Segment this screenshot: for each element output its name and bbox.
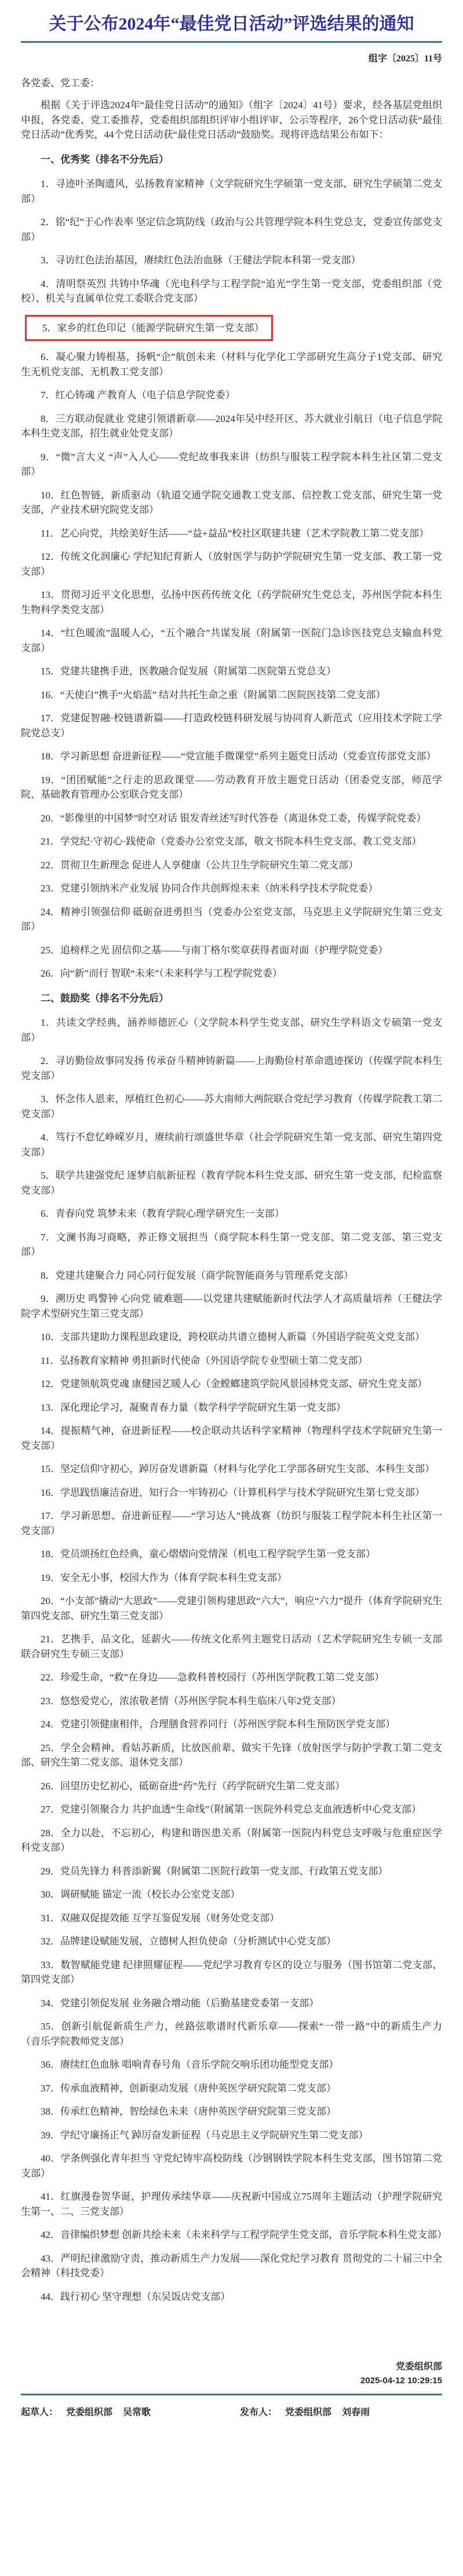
section-encouragement-award [21,991,447,2305]
award-item: 11．艺心向党，共绘美好生活——“益+益品”校社区联建共建（艺术学院教工第二党支部） [41,527,429,539]
award-item: 38．传承红色精神，智绘绿色未来（唐仲英医学研究院第三党支部） [41,2106,336,2117]
award-item: 23．党建引领纳米产业发展 协同合作共创辉煌未来（纳米科学技术学院党委） [41,883,378,894]
title-divider [21,41,442,43]
award-item: 21．学党纪·守初心·践使命（党委办公室党支部，敬文书院本科生党支部、教工党支部） [41,836,422,847]
award-item: 39．学纪守廉扬正气 踔厉奋发新征程（马克思主义学院研究生第二党支部） [41,2129,369,2141]
award-item: 26．回望历史忆初心，砥砺奋进“药”先行（药学院研究生第二党支部） [41,1780,345,1792]
award-item: 9．溯历史 鸣警钟 心向党 破难题——以党建共建赋能新时代法学人才高质量培养（王健法学院学术型研究生第三党支部） [21,1293,442,1319]
award-item: 2．铭“纪”于心作表率 坚定信念筑防线（政治与公共管理学院本科生党总支，党委宣传部党支部） [21,216,442,243]
award-item: 44．践行初心 坚守理想（东吴饭店党支部） [41,2291,231,2302]
award-item: 26．向“新”而行 智联“未来”（未来科学与工程学院党委） [41,968,282,979]
award-item: 14．提振精气神，奋进新征程——校企联动共话科学家精神（物理科学技术学院研究生第一党支部） [21,1425,442,1451]
award-item: 11．弘扬教育家精神 勇担新时代使命（外国语学院专业型硕士第二党支部） [41,1355,368,1366]
award-item: 10．支部共建助力课程思政建设，跨校联动共谱立德树人新篇（外国语学院英文党支部） [41,1331,425,1342]
publisher-name: 刘春雨 [342,2408,370,2417]
award-item: 17．党建促智融·校链谱新篇——打造政校链科研发展与协同育人新范式（应用技术学院工学院党总支） [21,713,442,739]
award-item: 13．贯彻习近平文化思想，弘扬中医药传统文化（药学院研究生党总支，苏州医学院本科生生物科学类党支部） [21,589,442,615]
award-item: 10．红色智链，新质驱动（轨道交通学院交通教工党支部、信控教工党支部、研究生第一党支部，产业技术研究院党支部） [21,489,442,515]
award-item: 5．联学共建强党纪 逐梦启航新征程（教育学院本科生党支部、研究生第一党支部，纪检监察党支部） [21,1170,442,1196]
award-item: 22．珍爱生命，“救”在身边——急救科普校园行（苏州医学院教工第二党支部） [41,1672,385,1683]
award-item: 24．精神引领强信仰 砥砺奋进勇担当（党委办公室党支部，马克思主义学院研究生第三党支部） [21,906,442,932]
drafter-info [21,2405,240,2418]
award-item: 23．悠悠爱党心，浓浓敬老情（苏州医学院本科生临床八年2党支部） [41,1695,341,1707]
award-item: 24．党建引领健康相伴，合理膳食营养同行（苏州医学院本科生预防医学党支部） [41,1719,395,1730]
intro-paragraph: 根据《关于评选2024年“最佳党日活动”的通知》（组字〔2024〕41号）要求，经各基层党组织申报，各党委、党工委推荐，党委组织部组织评审小组评审、公示等程序，26个党日活动获“最佳党日活动”优秀奖，44个党日活动获“最佳党日活动”鼓励奖。现将评选结果公布如下： [21,100,442,140]
excellent-award-list [21,177,442,981]
highlighted-item-box: 5．家乡的红色印记（能源学院研究生第一党支部） [25,315,273,342]
award-item: 19．安全无小事，校园大作为（体育学院本科生党支部） [41,1572,287,1583]
award-item: 3．寻访红色法治基因，赓续红色法治血脉（王健法学院本科第一党支部） [41,255,361,266]
award-item: 4．笃行不怠忆峥嵘岁月，赓续前行颂盛世华章（社会学院研究生第一党支部、研究生第四党支部） [21,1132,442,1158]
award-item: 20．“影像里的中国梦”时空对话 银发青丝述写时代答卷（离退休党工委，传媒学院党委） [41,812,426,824]
award-item: 15．党建共建携手进，医教融合促发展（附属第二医院第五党总支） [41,666,336,677]
issuing-department: 党委组织部 [395,2362,442,2372]
award-item: 16．学思践悟廉洁奋进，知行合一牢铸初心（计算机科学与技术学院研究生第七党支部） [41,1487,425,1498]
publisher-info [240,2405,370,2418]
credits-row [21,2405,442,2418]
award-item: 35．创新引航促新质生产力，丝路弦歌谱时代新乐章——探索“一带一路”中的新质生产力（音乐学院教师党支部） [21,2021,442,2047]
award-item: 27．党建引领聚合力 共护血透“生命线”（附属第一医院外科党总支血液透析中心党支部） [41,1804,421,1815]
award-item: 7．文澜书海习商略，养正修文展担当（商学院本科生第一党支部、第二党支部、第三党支部） [21,1231,442,1257]
award-item: 20．“小支部”撬动“大思政”——党建引领构建思政“六大”，响应“六力”提升（体育学院研究生第四党支部、研究生第三党支部） [21,1595,442,1621]
award-item: 25．追榜样之光 固信仰之基——与南丁格尔奖章获得者面对面（护理学院党委） [41,944,388,956]
salutation: 各党委、党工委： [21,78,100,89]
award-item: 21．艺携手，品文化，延薪火——传统文化系列主题党日活动（艺术学院研究生专硕一支部联合研究生专硕三支部） [21,1634,442,1660]
page-title: 关于公布2024年“最佳党日活动”评选结果的通知 [49,14,414,34]
document-footer [21,2359,442,2418]
award-item: 43．严明纪律激励守责，推动新质生产力发展——深化党纪学习教育 贯彻党的二十届三中全会精神（科技党委） [21,2252,442,2278]
award-item: 6．青春向党 筑梦未来（教育学院心理学研究生一支部） [41,1208,285,1219]
award-item: 8．党建共建聚合力 同心同行促发展（商学院智能商务与管理系党支部） [41,1269,353,1281]
award-item: 31．双融双促提效能 互学互鉴促发展（财务处党支部） [41,1912,280,1924]
award-item: 15．坚定信仰守初心，踔厉奋发谱新篇（材料与化学化工学部各研究生支部、本科生支部） [41,1463,435,1474]
award-item: 3．怀念伟人恩来，厚植红色初心——苏大南师大两院联合党纪学习教育（传媒学院教工第二党支部） [21,1093,442,1120]
footer-divider [21,2394,442,2395]
drafter-name: 吴常歌 [123,2408,151,2417]
award-item: 32．品牌建设赋能发展，立德树人担负使命（分析测试中心党支部） [41,1936,336,1947]
section-heading-encouragement: 二、鼓励奖（排名不分先后） [41,992,169,1004]
award-item: 17．学习新思想、奋进新征程——“学习达人”挑战赛（纺织与服装工程学院本科生社区第一党支部） [21,1510,442,1536]
award-item: 34．党建引领促发展 业务融合增动能（后勤基建党委第一支部） [41,1997,319,2009]
award-item: 42．音律编织梦想 创新共绘未来（未来科学与工程学院学生党支部，音乐学院本科生党支部） [41,2229,447,2240]
award-item: 14．“红色暖流”温暖人心，“五个融合”共谋发展（附属第一医院门急诊医技党总支输血科党支部） [21,628,442,654]
award-item: 1．寻迹叶圣陶遗风，弘扬教育家精神（文学院研究生学硕第一党支部、研究生学硕第二党支部） [21,178,442,204]
award-item: 25．学全会精神、看姑苏新质，比放医前辈、做实干先锋（放射医学与防护学教工第二党支部、研究生第二党支部、退休党支部） [21,1742,442,1768]
award-item: 29．党员先锋力 科普添新翼（附属第二医院行政第一党支部、行政第五党支部） [41,1865,388,1877]
award-item: 40．学条例强化青年担当 守党纪铸牢高校防线（沙钢钢铁学院本科生党支部，图书馆第二党支部） [21,2153,442,2179]
drafter-department: 党委组织部 [66,2408,113,2417]
award-item: 22．贯彻卫生新理念 促进人人享健康（公共卫生学院研究生第二党支部） [41,859,359,871]
award-item: 36．赓续红色血脉 唱响青春号角（音乐学院交响乐团功能型党支部） [41,2059,339,2070]
section-heading-excellent: 一、优秀奖（排名不分先后） [41,153,169,165]
award-item: 6．凝心聚力铸根基，扬帆“企”航创未来（材料与化学化工学部研究生高分子1党支部、研究生无机党支部、无机教工党支部） [21,351,442,377]
award-item: 30．调研赋能 锚定一流（校长办公室党支部） [41,1889,240,1900]
award-item: 18．党员颂扬红色经典，童心熠熠向党情深（机电工程学院学生第一党支部） [41,1548,375,1559]
publisher-department: 党委组织部 [285,2408,332,2417]
award-item: 13．深化理论学习，凝聚青春力量（数学科学学院研究生第一党支部） [41,1401,346,1413]
award-item: 28．全力以赴，不忘初心，构建和谐医患关系（附属第一医院内科党总支呼吸与危重症医学科党支部） [21,1827,442,1853]
award-item: 2．寻访勤俭故事同发扬 传承奋斗精神铸新篇——上海勤俭村革命遗迹探访（传媒学院本科生党支部） [21,1055,442,1081]
award-item: 18．学习新思想 奋进新征程——“党宣能手微课堂”系列主题党日活动（党委宣传部党支部） [41,751,436,762]
drafter-label: 起草人： [21,2408,59,2417]
award-item: 19．“团团赋能”之行走的思政课堂——劳动教育开放主题党日活动（团委党支部，师范学院、基础教育管理办公室联合党支部） [21,774,442,800]
award-item: 7．红心铸魂 产教育人（电子信息学院党委） [41,390,235,401]
publish-timestamp: 2025-04-12 10:29:15 [360,2376,442,2386]
award-item: 12．党建领航筑党魂 康健园艺暖人心（金螳螂建筑学院风景园林党支部、研究生党支部） [41,1378,428,1389]
section-excellent-award [21,152,442,981]
publisher-label: 发布人： [240,2408,278,2417]
award-item [21,315,442,342]
award-item: 37．传承血液精神，创新驱动发展（唐仲英医学研究院第二党支部） [41,2082,336,2094]
encouragement-award-list [21,1015,447,2304]
award-item: 9．“微”言大义 “声”入人心——党纪故事我来讲（纺织与服装工程学院本科生社区第二党支部） [21,451,442,477]
award-item: 33．数智赋能党建 纪律照耀征程——党纪学习教育专区的设立与服务（图书馆第二党支部、第四党支部） [21,1959,442,1985]
award-item: 8．三方联动促就业 党建引领谱新章——2024年吴中经开区、苏大就业引航日（电子信息学院本科生党支部，招生就业处党支部） [21,413,442,439]
award-item: 1．共读文学经典，涵养师德匠心（文学院本科学生党支部、研究生学科语文专硕第一党支部） [21,1017,442,1043]
award-item: 12．传统文化润廉心 学纪知纪育新人（放射医学与防护学院研究生第一党支部、教工第一党支部） [21,551,442,577]
award-item: 16．“天使白”携手“火焰蓝” 结对共托生命之重（附属第二医院医技第二党支部） [41,689,386,700]
award-item: 4．清明祭英烈 共铸中华魂（光电科学与工程学院“追光”学生第一党支部，党委组织部（党校）、机关与直属单位党工委联合党支部） [21,278,442,304]
doc-number: 组字〔2025〕11号 [368,54,442,64]
award-item: 41．红旗漫卷贺华诞，护理传承续华章——庆祝新中国成立75周年主题活动（护理学院研究生第一、二、三党支部） [21,2191,442,2217]
